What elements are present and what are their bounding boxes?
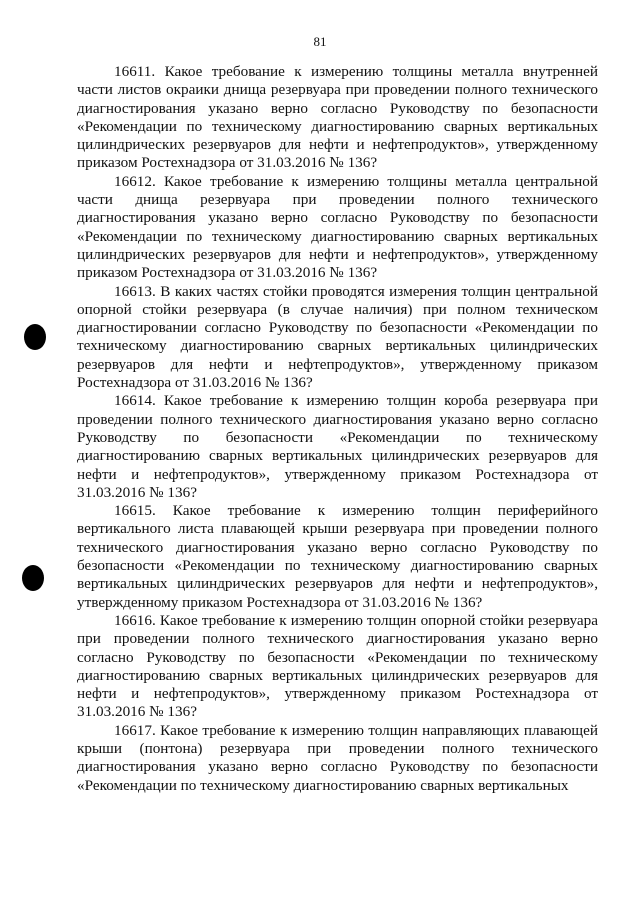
question-16611: 16611. Какое требование к измерению толщины металла внутренней части листов окраики днища резервуара при проведении полного технического диагностирования указано верно согласно Руководству по безопасности «Рекомендации по техническому диагностированию сварных вертикальных цилиндрических резервуаров для нефти и нефтепродуктов», утвержденному приказом Ростехнадзора от 31.03.2016 № 136?: [77, 63, 598, 172]
question-16612: 16612. Какое требование к измерению толщины металла центральной части днища резервуара при проведении полного технического диагностирования указано верно согласно Руководству по безопасности «Рекомендации по техническому диагностированию сварных вертикальных цилиндрических резервуаров для нефти и нефтепродуктов», утвержденному приказом Ростехнадзора от 31.03.2016 № 136?: [77, 172, 598, 282]
question-16613: 16613. В каких частях стойки проводятся измерения толщин центральной опорной стойки резервуара (в случае наличия) при полном техническом диагностировании согласно Руководству по безопасности «Рекомендации по техническому диагностированию сварных вертикальных цилиндрических резервуаров для нефти и нефтепродуктов», утвержденному приказом Ростехнадзора от 31.03.2016 № 136?: [77, 282, 598, 392]
document-body: [77, 63, 598, 795]
question-16614: 16614. Какое требование к измерению толщин короба резервуара при проведении полного технического диагностирования указано верно согласно Руководству по безопасности «Рекомендации по техническому диагностированию сварных вертикальных цилиндрических резервуаров для нефти и нефтепродуктов», утвержденному приказом Ростехнадзора от 31.03.2016 № 136?: [77, 392, 598, 501]
question-16616: 16616. Какое требование к измерению толщин опорной стойки резервуара при проведении полного технического диагностирования указано верно согласно Руководству по безопасности «Рекомендации по техническому диагностированию сварных вертикальных цилиндрических резервуаров для нефти и нефтепродуктов», утвержденному приказом Ростехнадзора от 31.03.2016 № 136?: [77, 611, 598, 721]
page-number: 81: [313, 34, 327, 49]
punch-hole-mark: [22, 565, 44, 591]
question-16615: 16615. Какое требование к измерению толщин периферийного вертикального листа плавающей крыши резервуара при проведении полного технического диагностирования указано верно согласно Руководству по безопасности «Рекомендации по техническому диагностированию сварных вертикальных цилиндрических резервуаров для нефти и нефтепродуктов», утвержденному приказом Ростехнадзора от 31.03.2016 № 136?: [77, 502, 598, 611]
punch-hole-mark: [24, 324, 46, 350]
question-16617: 16617. Какое требование к измерению толщин направляющих плавающей крыши (понтона) резервуара при проведении полного технического диагностирования указано верно согласно Руководству по безопасности «Рекомендации по техническому диагностированию сварных вертикальных: [77, 721, 598, 794]
